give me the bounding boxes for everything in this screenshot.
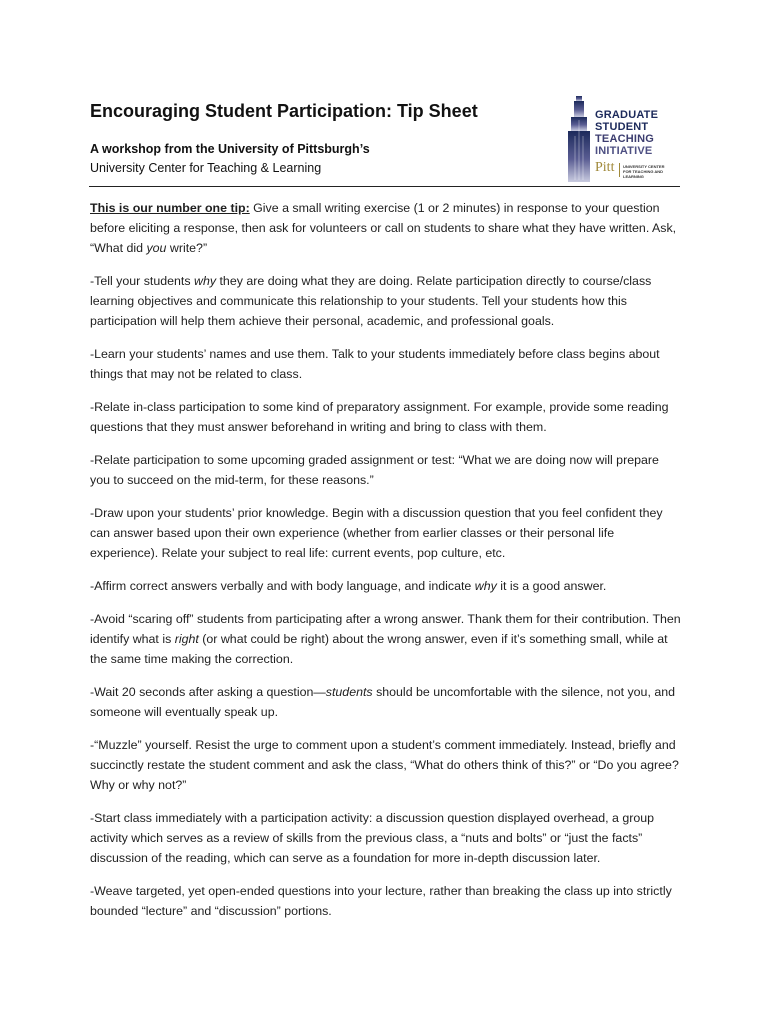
tip-text: Give a small writing exercise (1 or 2 minutes) in response to your question before eliciting a response, then ask for volunteers or call on students to share what they have written. Ask, “What did [90, 201, 677, 255]
logo-line-teaching: TEACHING [595, 133, 655, 145]
tip-paragraph [90, 397, 682, 437]
tip-paragraph [90, 808, 682, 868]
tip-lead-label: This is our number one tip: [90, 201, 250, 215]
header-rule [89, 186, 680, 187]
tip-paragraph [90, 735, 682, 795]
gsti-logo [566, 96, 678, 184]
tip-text: -Avoid “scaring off” students from participating after a wrong answer. Thank them for their contribution. Then identify what is [90, 612, 681, 646]
tip-text: -Learn your students’ names and use them. Talk to your students immediately before class begins about things that may not be related to class. [90, 347, 660, 381]
tip-paragraph [90, 881, 682, 921]
tip-paragraph [90, 576, 682, 596]
emphasis-text: right [174, 632, 199, 646]
pitt-wordmark: Pitt [595, 160, 615, 175]
tip-text: -Affirm correct answers verbally and with body language, and indicate [90, 579, 475, 593]
tips-list [90, 198, 682, 934]
tip-paragraph [90, 609, 682, 669]
tip-text: -Start class immediately with a participation activity: a discussion question displayed overhead, a group activity which serves as a review of skills from the previous class, a “nuts and bolts” or “just the facts” discussion of the reading, which can serve as a foundation for more in-depth discussion later. [90, 811, 655, 865]
tip-text: -Weave targeted, yet open-ended questions into your lecture, rather than breaking the class up into strictly bounded “lecture” and “discussion” portions. [90, 884, 672, 918]
workshop-subtitle: A workshop from the University of Pittsburgh’s [90, 142, 370, 156]
tip-text: -“Muzzle” yourself. Resist the urge to comment upon a student’s comment immediately. Instead, briefly and succinctly restate the student comment and ask the class, “What do others think of this?” or “Do you agree? Why or why not?” [90, 738, 679, 792]
logo-line-student: STUDENT [595, 121, 649, 133]
tip-paragraph [90, 503, 682, 563]
tip-text: -Wait 20 seconds after asking a question— [90, 685, 326, 699]
tip-text: -Relate participation to some upcoming graded assignment or test: “What we are doing now will prepare you to succeed on the mid-term, for these reasons.” [90, 453, 659, 487]
tip-paragraph [90, 198, 682, 258]
tip-text: should be uncomfortable with the silence, not you, and someone will eventually speak up. [90, 685, 676, 719]
logo-divider [619, 163, 620, 177]
cathedral-tower-icon [566, 96, 592, 182]
tip-paragraph [90, 682, 682, 722]
emphasis-text: you [146, 241, 167, 255]
emphasis-text: students [325, 685, 373, 699]
tip-paragraph [90, 271, 682, 331]
tip-text: it is a good answer. [496, 579, 607, 593]
tip-text: they are doing what they are doing. Relate participation directly to course/class learning objectives and communicate this relationship to your students. Tell your students how this participation will help them achieve their personal, academic, and professional goals. [90, 274, 652, 328]
page-title: Encouraging Student Participation: Tip Sheet [90, 101, 478, 121]
tip-paragraph [90, 344, 682, 384]
emphasis-text: why [474, 579, 497, 593]
tip-text: write?” [166, 241, 208, 255]
emphasis-text: why [194, 274, 217, 288]
center-subtitle: University Center for Teaching & Learning [90, 161, 322, 175]
tip-text: (or what could be right) about the wrong answer, even if it’s something small, while at the same time making the correction. [90, 632, 668, 666]
ucfl-wordmark: UNIVERSITY CENTER FOR TEACHING AND LEARNING [623, 164, 665, 179]
tip-paragraph [90, 450, 682, 490]
tip-text: -Relate in-class participation to some kind of preparatory assignment. For example, provide some reading questions that they must answer beforehand in writing and bring to class with them. [90, 400, 669, 434]
logo-line-initiative: INITIATIVE [595, 145, 653, 157]
tip-text: -Draw upon your students’ prior knowledge. Begin with a discussion question that you feel confident they can answer based upon their own experience (whether from earlier classes or their personal life experience). Relate your subject to real life: current events, pop culture, etc. [90, 506, 663, 560]
logo-line-graduate: GRADUATE [595, 109, 659, 121]
tip-text: -Tell your students [90, 274, 194, 288]
